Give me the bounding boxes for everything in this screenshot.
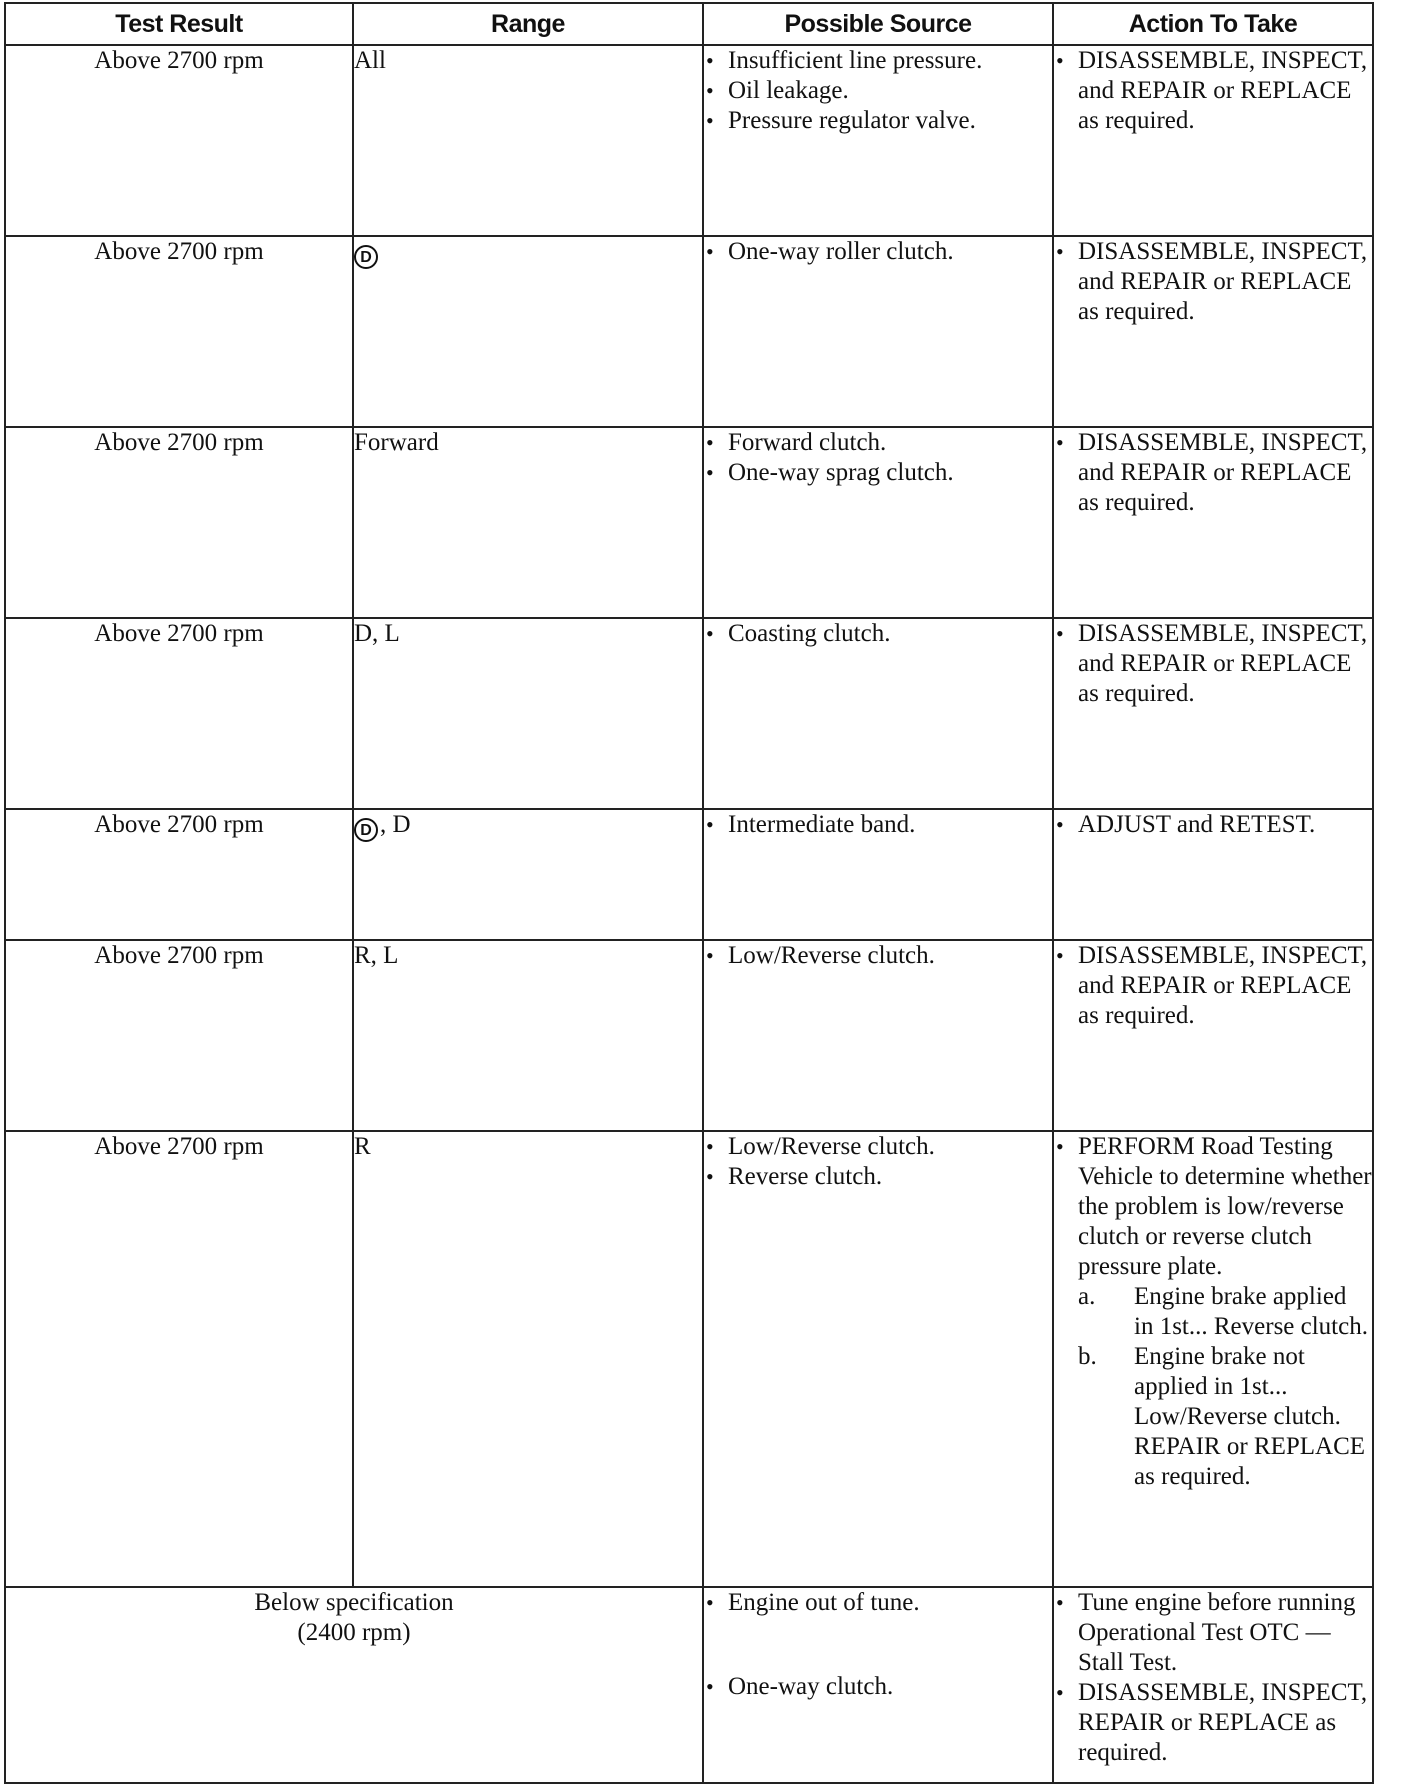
range-cell: Forward: [353, 427, 703, 618]
range-cell: D, L: [353, 618, 703, 809]
action-item: • DISASSEMBLE, INSPECT, and REPAIR or REPLACE as required.: [1054, 619, 1372, 709]
table-row: [5, 427, 1373, 618]
sub-action-text: Engine brake not applied in 1st... Low/Reverse clutch. REPAIR or REPLACE as required.: [1134, 1343, 1366, 1490]
action-item: • DISASSEMBLE, INSPECT, and REPAIR or REPLACE as required.: [1054, 46, 1372, 136]
source-item: • Forward clutch.: [704, 428, 1052, 458]
source-item: • Coasting clutch.: [704, 619, 1052, 649]
possible-source-cell: [703, 809, 1053, 940]
below-spec-line2: (2400 rpm): [297, 1619, 411, 1646]
action-item: • Tune engine before running Operational Test OTC — Stall Test.: [1054, 1588, 1372, 1678]
possible-source-cell: [703, 1587, 1053, 1783]
sub-action-item: [1078, 1342, 1372, 1492]
test-result-cell: Above 2700 rpm: [5, 1131, 353, 1587]
sub-action-list: [1054, 1282, 1372, 1492]
test-result-cell: Above 2700 rpm: [5, 45, 353, 236]
action-item: • DISASSEMBLE, INSPECT, and REPAIR or REPLACE as required.: [1054, 237, 1372, 327]
source-item: • One-way sprag clutch.: [704, 458, 1052, 488]
possible-source-cell: [703, 618, 1053, 809]
table-row: [5, 236, 1373, 427]
table-row: [5, 1131, 1373, 1587]
test-result-cell: Above 2700 rpm: [5, 427, 353, 618]
action-cell: [1053, 1587, 1373, 1783]
source-item: • One-way roller clutch.: [704, 237, 1052, 267]
header-action: Action To Take: [1053, 3, 1373, 45]
test-result-cell: Above 2700 rpm: [5, 618, 353, 809]
range-cell: R, L: [353, 940, 703, 1131]
table-row-below-spec: [5, 1587, 1373, 1783]
header-test-result: Test Result: [5, 3, 353, 45]
possible-source-cell: [703, 236, 1053, 427]
action-cell: [1053, 1131, 1373, 1587]
source-item: • Pressure regulator valve.: [704, 106, 1052, 136]
possible-source-cell: [703, 940, 1053, 1131]
table-row: [5, 809, 1373, 940]
circled-d-icon: D: [354, 818, 378, 842]
range-cell: [353, 809, 703, 940]
test-result-merged-cell: [5, 1587, 703, 1783]
stall-test-diagnosis-chart: [4, 2, 1372, 1784]
source-item: • Engine out of tune.: [704, 1588, 1052, 1618]
action-item: • DISASSEMBLE, INSPECT, and REPAIR or REPLACE as required.: [1054, 428, 1372, 518]
header-possible-source: Possible Source: [703, 3, 1053, 45]
table-row: [5, 45, 1373, 236]
source-item: • Low/Reverse clutch.: [704, 1132, 1052, 1162]
table-row: [5, 940, 1373, 1131]
possible-source-cell: [703, 427, 1053, 618]
range-suffix: , D: [380, 811, 411, 838]
header-row: [5, 3, 1373, 45]
circled-d-icon: D: [354, 245, 378, 269]
action-cell: [1053, 809, 1373, 940]
range-cell: [353, 236, 703, 427]
table-row: [5, 618, 1373, 809]
below-spec-line1: Below specification: [254, 1589, 454, 1616]
action-cell: [1053, 236, 1373, 427]
action-cell: [1053, 618, 1373, 809]
sub-action-mark: a.: [1078, 1283, 1096, 1310]
header-range: Range: [353, 3, 703, 45]
source-item: • Insufficient line pressure.: [704, 46, 1052, 76]
action-item: • PERFORM Road Testing Vehicle to determine whether the problem is low/reverse clutch or reverse clutch pressure plate.: [1054, 1132, 1372, 1282]
possible-source-cell: [703, 1131, 1053, 1587]
possible-source-cell: [703, 45, 1053, 236]
source-item: • Low/Reverse clutch.: [704, 941, 1052, 971]
test-result-cell: Above 2700 rpm: [5, 809, 353, 940]
sub-action-item: [1078, 1282, 1372, 1342]
sub-action-text: Engine brake applied in 1st... Reverse clutch.: [1134, 1283, 1368, 1340]
action-cell: [1053, 427, 1373, 618]
diagnosis-table: [4, 2, 1374, 1784]
action-item: • DISASSEMBLE, INSPECT, and REPAIR or REPLACE as required.: [1054, 941, 1372, 1031]
action-item: • ADJUST and RETEST.: [1054, 810, 1372, 840]
range-cell: R: [353, 1131, 703, 1587]
sub-action-mark: b.: [1078, 1343, 1097, 1370]
source-item: • Intermediate band.: [704, 810, 1052, 840]
test-result-cell: Above 2700 rpm: [5, 236, 353, 427]
source-item: • One-way clutch.: [704, 1672, 1052, 1702]
test-result-cell: Above 2700 rpm: [5, 940, 353, 1131]
source-item: • Oil leakage.: [704, 76, 1052, 106]
source-item: • Reverse clutch.: [704, 1162, 1052, 1192]
action-item: • DISASSEMBLE, INSPECT, REPAIR or REPLACE as required.: [1054, 1678, 1372, 1768]
range-cell: All: [353, 45, 703, 236]
action-cell: [1053, 940, 1373, 1131]
action-cell: [1053, 45, 1373, 236]
